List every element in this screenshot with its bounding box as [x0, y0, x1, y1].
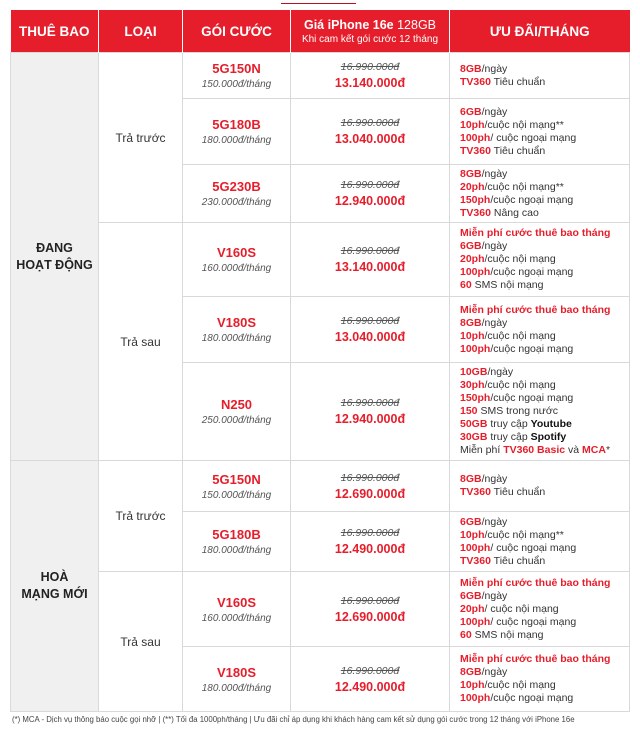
offer-line	[460, 207, 629, 220]
offer-line	[460, 194, 629, 207]
offer-text: Miễn phí cước thuê bao tháng	[460, 576, 611, 589]
price-cell	[291, 53, 450, 99]
offer-line	[460, 106, 629, 119]
offer-line	[460, 76, 629, 89]
offer-text: Miễn phí cước thuê bao tháng	[460, 653, 611, 665]
package-name: 5G180B	[212, 117, 261, 132]
price-cell	[291, 223, 450, 297]
offer-text: MCA	[582, 444, 606, 456]
footnote: (*) MCA - Dịch vụ thông báo cuộc gọi nhỡ | (**) Tối đa 1000ph/tháng | Ưu đãi chỉ áp dụng khi khách hàng cam kết sử dụng gói cước trong 12 tháng với iPhone 16e	[12, 715, 575, 724]
offer-text: Miễn phí	[460, 444, 504, 456]
package-name: 5G150N	[212, 61, 261, 76]
offer-line	[460, 444, 629, 457]
offer-text: 30GB	[460, 431, 488, 443]
old-price: 16.990.000đ	[340, 594, 400, 607]
payment-type: Trả trước	[99, 53, 183, 223]
offer-cell	[450, 363, 630, 461]
old-price: 16.990.000đ	[340, 664, 400, 677]
old-price: 16.990.000đ	[340, 245, 400, 257]
package-cell	[183, 363, 291, 461]
table-body	[11, 53, 630, 712]
offer-text: 100ph	[460, 342, 491, 355]
offer-text: / cuộc nội mạng	[484, 602, 559, 615]
price-cell	[291, 512, 450, 572]
offer-line	[460, 418, 629, 431]
offer-text: Tiêu chuẩn	[490, 144, 546, 157]
offer-text: /cuộc nội mạng	[484, 329, 556, 342]
status-label: ĐANG HOẠT ĐỘNG	[16, 240, 93, 272]
price-cell	[291, 647, 450, 712]
offer-text: Youtube	[530, 418, 572, 430]
package-cell	[183, 572, 291, 647]
offer-line	[460, 516, 629, 529]
header-package: GÓI CƯỚC	[183, 10, 291, 53]
offer-text: và	[565, 444, 583, 456]
offer-cell	[450, 647, 630, 712]
offer-line	[460, 666, 629, 679]
offer-cell	[450, 99, 630, 165]
offer-line	[460, 616, 629, 629]
offer-line	[460, 266, 629, 279]
offer-line	[460, 653, 629, 666]
offer-text: 6GB	[460, 240, 482, 252]
offer-text: TV360	[460, 75, 491, 88]
offer-text: /cuộc nội mạng**	[484, 528, 564, 541]
offer-line	[460, 529, 629, 542]
header-price-storage: 128GB	[397, 17, 437, 32]
promo-price: 12.690.000đ	[334, 609, 406, 624]
offer-text: /cuộc nội mạng	[484, 679, 556, 691]
offer-line	[460, 542, 629, 555]
offer-text: 50GB	[460, 418, 488, 430]
offer-text: Tiêu chuẩn	[490, 75, 546, 88]
offer-text: /cuộc ngoại mạng	[490, 342, 574, 355]
header-type: LOẠI	[99, 10, 183, 53]
offer-text: Miễn phí cước thuê bao tháng	[460, 227, 611, 239]
package-name: 5G150N	[212, 471, 261, 487]
old-price: 16.990.000đ	[340, 471, 400, 484]
offer-text: /ngày	[481, 105, 508, 118]
package-fee: 150.000đ/tháng	[201, 489, 272, 501]
offer-line	[460, 577, 629, 590]
header-price-sub: Khi cam kết gói cước 12 tháng	[301, 33, 439, 45]
offer-text: /cuộc ngoại mạng	[490, 266, 574, 278]
offer-text: SMS trong nước	[477, 405, 558, 417]
package-fee: 180.000đ/tháng	[201, 135, 272, 146]
promo-price: 12.490.000đ	[334, 542, 406, 556]
promo-price: 13.140.000đ	[334, 260, 406, 274]
offer-text: /cuộc nội mạng**	[484, 180, 564, 193]
offer-text: Nâng cao	[490, 206, 539, 219]
offer-text: 100ph	[460, 615, 491, 628]
table-row	[11, 461, 630, 512]
offer-text: 100ph	[460, 131, 491, 144]
offer-text: 10GB	[460, 366, 488, 378]
offer-text: /ngày	[481, 473, 508, 485]
offer-text: 20ph	[460, 180, 485, 193]
offer-line	[460, 132, 629, 145]
offer-line	[460, 473, 629, 486]
offer-text: 10ph	[460, 679, 485, 691]
old-price: 16.990.000đ	[340, 315, 400, 327]
offer-line	[460, 629, 629, 642]
offer-line	[460, 330, 629, 343]
offer-line	[460, 279, 629, 292]
offer-line	[460, 317, 629, 330]
table-row	[11, 572, 630, 647]
promo-price: 12.690.000đ	[334, 486, 406, 501]
offer-text: /cuộc ngoại mạng	[490, 692, 574, 704]
package-cell	[183, 53, 291, 99]
offer-text: /ngày	[481, 589, 508, 602]
offer-text: 8GB	[460, 666, 482, 678]
package-fee: 160.000đ/tháng	[201, 612, 272, 624]
promo-price: 13.140.000đ	[334, 76, 406, 90]
offer-line	[460, 431, 629, 444]
price-cell	[291, 297, 450, 363]
promo-price: 13.040.000đ	[334, 330, 406, 344]
subscriber-status	[11, 53, 99, 461]
package-fee: 180.000đ/tháng	[201, 682, 272, 694]
top-divider	[281, 3, 356, 4]
old-price: 16.990.000đ	[340, 179, 400, 191]
offer-line	[460, 145, 629, 158]
offer-line	[460, 692, 629, 705]
offer-line	[460, 366, 629, 379]
offer-text: 8GB	[460, 316, 482, 329]
offer-text: / cuộc ngoại mạng	[490, 615, 577, 628]
offer-text: 150ph	[460, 193, 491, 206]
offer-line	[460, 253, 629, 266]
package-fee: 160.000đ/tháng	[201, 263, 272, 274]
offer-text: 10ph	[460, 118, 485, 131]
offer-text: /cuộc nội mạng	[484, 379, 556, 391]
offer-text: TV360 Basic	[503, 444, 566, 456]
pricing-table	[10, 10, 630, 712]
offer-text: 10ph	[460, 329, 485, 342]
old-price: 16.990.000đ	[340, 117, 400, 129]
table-row	[11, 223, 630, 297]
offer-text: 100ph	[460, 541, 491, 554]
offer-line	[460, 343, 629, 356]
offer-text: 6GB	[460, 105, 482, 118]
offer-text: /cuộc nội mạng**	[484, 118, 564, 131]
offer-text: 6GB	[460, 515, 482, 528]
offer-cell	[450, 165, 630, 223]
package-fee: 150.000đ/tháng	[201, 79, 272, 90]
offer-text: truy cập	[487, 431, 531, 443]
offer-text: Tiêu chuẩn	[490, 554, 546, 567]
offer-line	[460, 304, 629, 317]
offer-line	[460, 119, 629, 132]
offer-cell	[450, 461, 630, 512]
payment-type: Trả sau	[99, 223, 183, 461]
package-fee: 180.000đ/tháng	[201, 545, 272, 556]
offer-text: 150	[460, 405, 478, 417]
offer-line	[460, 590, 629, 603]
offer-cell	[450, 297, 630, 363]
offer-text: 20ph	[460, 602, 485, 615]
package-cell	[183, 223, 291, 297]
subscriber-status	[11, 461, 99, 712]
offer-text: Miễn phí cước thuê bao tháng	[460, 303, 611, 316]
table-row	[11, 53, 630, 99]
offer-text: SMS nội mạng	[471, 279, 544, 291]
offer-text: TV360	[460, 554, 491, 567]
offer-text: SMS nội mạng	[471, 628, 544, 641]
offer-text: 6GB	[460, 589, 482, 602]
promo-price: 12.940.000đ	[334, 194, 406, 208]
package-name: V180S	[216, 315, 257, 330]
offer-text: / cuộc ngoại mạng	[490, 541, 577, 554]
offer-line	[460, 405, 629, 418]
price-cell	[291, 99, 450, 165]
header-status: THUÊ BAO	[11, 10, 99, 53]
offer-text: 60	[460, 279, 472, 291]
header-price	[291, 10, 450, 53]
price-cell	[291, 572, 450, 647]
offer-text: 60	[460, 628, 472, 641]
offer-text: /cuộc nội mạng	[484, 253, 556, 265]
offer-text: /ngày	[481, 316, 508, 329]
offer-cell	[450, 223, 630, 297]
package-name: N250	[220, 397, 253, 412]
promo-price: 12.940.000đ	[334, 412, 406, 426]
promo-price: 13.040.000đ	[334, 132, 406, 146]
offer-text: /cuộc ngoại mạng	[490, 193, 574, 206]
header-offer: ƯU ĐÃI/THÁNG	[450, 10, 630, 53]
package-cell	[183, 297, 291, 363]
package-name: V180S	[216, 664, 257, 680]
price-cell	[291, 461, 450, 512]
package-name: 5G230B	[212, 179, 261, 194]
offer-line	[460, 181, 629, 194]
offer-line	[460, 679, 629, 692]
offer-text: TV360	[460, 486, 491, 498]
offer-text: /ngày	[487, 366, 514, 378]
price-cell	[291, 363, 450, 461]
offer-cell	[450, 512, 630, 572]
package-fee: 230.000đ/tháng	[201, 197, 272, 208]
offer-text: /ngày	[481, 240, 508, 252]
offer-text: /ngày	[481, 167, 508, 180]
offer-line	[460, 555, 629, 568]
package-cell	[183, 461, 291, 512]
offer-text: TV360	[460, 206, 491, 219]
offer-text: 30ph	[460, 379, 485, 391]
offer-line	[460, 227, 629, 240]
offer-line	[460, 379, 629, 392]
offer-cell	[450, 53, 630, 99]
offer-text: 8GB	[460, 62, 482, 75]
offer-text: /ngày	[481, 62, 508, 75]
package-cell	[183, 165, 291, 223]
package-name: V160S	[216, 594, 257, 610]
offer-cell	[450, 572, 630, 647]
offer-text: /ngày	[481, 515, 508, 528]
package-name: 5G180B	[212, 527, 261, 542]
offer-text: 20ph	[460, 253, 485, 265]
offer-text: Spotify	[530, 431, 567, 443]
old-price: 16.990.000đ	[340, 61, 400, 73]
old-price: 16.990.000đ	[340, 527, 400, 539]
package-cell	[183, 99, 291, 165]
offer-text: 10ph	[460, 528, 485, 541]
package-name: V160S	[216, 245, 257, 260]
offer-line	[460, 392, 629, 405]
price-cell	[291, 165, 450, 223]
offer-text: 100ph	[460, 266, 491, 278]
offer-text: /cuộc ngoại mạng	[490, 392, 574, 404]
offer-line	[460, 168, 629, 181]
old-price: 16.990.000đ	[340, 397, 400, 409]
offer-line	[460, 240, 629, 253]
package-fee: 180.000đ/tháng	[201, 333, 272, 344]
offer-text: / cuộc ngoại mạng	[490, 131, 577, 144]
offer-text: 8GB	[460, 473, 482, 485]
package-cell	[183, 647, 291, 712]
offer-text: truy cập	[487, 418, 531, 430]
package-fee: 250.000đ/tháng	[201, 415, 272, 426]
offer-text: 100ph	[460, 692, 491, 704]
payment-type: Trả sau	[99, 572, 183, 712]
offer-text: TV360	[460, 144, 491, 157]
offer-text: 150ph	[460, 392, 491, 404]
header-price-title: Giá iPhone 16e	[303, 17, 394, 32]
promo-price: 12.490.000đ	[334, 679, 406, 694]
offer-text: /ngày	[481, 666, 508, 678]
payment-type: Trả trước	[99, 461, 183, 572]
offer-text: Tiêu chuẩn	[490, 486, 546, 498]
offer-line	[460, 486, 629, 499]
status-label: HOÀ MẠNG MỚI	[21, 570, 88, 601]
table-header-row	[11, 10, 630, 53]
offer-line	[460, 603, 629, 616]
package-cell	[183, 512, 291, 572]
offer-text: 8GB	[460, 167, 482, 180]
offer-line	[460, 63, 629, 76]
offer-text: *	[605, 444, 611, 456]
